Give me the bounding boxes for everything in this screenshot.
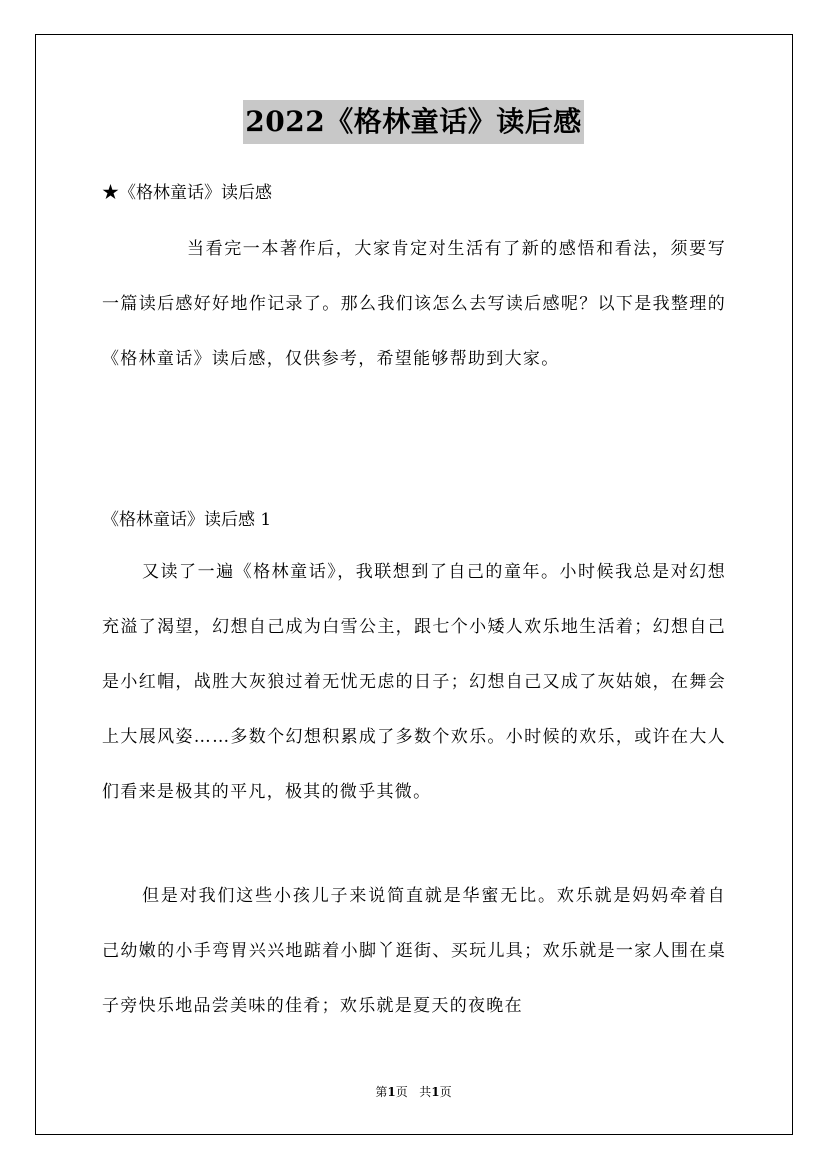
total-pages: 1 bbox=[431, 1085, 440, 1099]
page-prefix: 第 bbox=[375, 1085, 388, 1099]
body-paragraph-1: 又读了一遍《格林童话》，我联想到了自己的童年。小时候我总是对幻想充溢了渴望，幻想自己成为白雪公主，跟七个小矮人欢乐地生活着；幻想自己是小红帽，战胜大灰狼过着无忧无虑的日子；幻想自己又成了灰姑娘，在舞会上大展风姿……多数个幻想积累成了多数个欢乐。小时候的欢乐，或许在大人们看来是极其的平凡，极其的微乎其微。 bbox=[102, 562, 726, 802]
body-paragraph-2: 但是对我们这些小孩儿子来说简直就是华蜜无比。欢乐就是妈妈牵着自己幼嫩的小手弯胃兴兴地踮着小脚丫逛街、买玩儿具；欢乐就是一家人围在桌子旁快乐地品尝美味的佳肴；欢乐就是夏天的夜晚在 bbox=[102, 886, 726, 1016]
section-heading: 《格林童话》读后感 1 bbox=[102, 510, 272, 530]
star-heading: ★《格林童话》读后感 bbox=[102, 183, 272, 203]
page-number: 1 bbox=[387, 1085, 396, 1099]
total-prefix: 共 bbox=[419, 1085, 432, 1099]
document-title: 2022《格林童话》读后感 bbox=[243, 100, 583, 144]
intro-paragraph: 当看完一本著作后，大家肯定对生活有了新的感悟和看法，须要写一篇读后感好好地作记录了。那么我们该怎么去写读后感呢？以下是我整理的《格林童话》读后感，仅供参考，希望能够帮助到大家。 bbox=[102, 239, 726, 369]
page-suffix: 页 bbox=[395, 1085, 408, 1099]
total-suffix: 页 bbox=[439, 1085, 452, 1099]
title-container bbox=[0, 100, 827, 144]
page-footer bbox=[0, 1084, 827, 1100]
